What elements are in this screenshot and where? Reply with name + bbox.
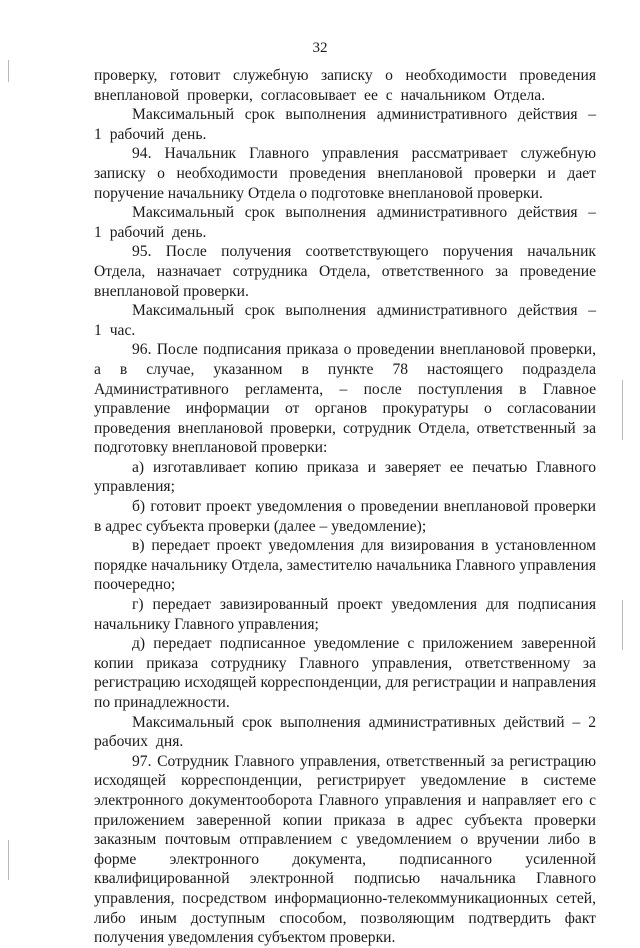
paragraph-96-b: б) готовит проект уведомления о проведении внеплановой проверки в адрес субъекта проверки (далее – уведомление); <box>94 498 596 535</box>
paragraph-96-g: г) передает завизированный проект уведомления для подписания начальнику Главного управления; <box>94 596 596 633</box>
scan-edge-mark <box>8 60 9 82</box>
paragraph-96-d: д) передает подписанное уведомление с приложением заверенной копии приказа сотруднику Главного управления, ответственному за регистрацию исходящей корреспонденции, для регистрации и направления по принадлежности. <box>94 635 596 711</box>
paragraph-94: 94. Начальник Главного управления рассматривает служебную записку о необходимости проведения внеплановой проверки и дает поручение начальнику Отдела о подготовке внеплановой проверки. <box>94 145 596 202</box>
paragraph-96-a: а) изготавливает копию приказа и заверяет ее печатью Главного управления; <box>94 458 596 496</box>
scan-edge-mark <box>8 840 9 880</box>
paragraph-deadline-2: Максимальный срок выполнения административного действия – 1 рабочий день. <box>94 204 596 241</box>
scan-edge-mark <box>622 380 623 440</box>
paragraph-deadline-4: Максимальный срок выполнения административных действий – 2 рабочих дня. <box>94 713 597 751</box>
paragraph-96: 96. После подписания приказа о проведении внеплановой проверки, а в случае, указанном в пункте 78 настоящего подраздела Административного регламента, – после поступления в Главное управление информации от органов прокуратуры о согласовании проведения внеплановой проверки, сотрудник Отдела, ответственный за подготовку внеплановой проверки: <box>94 341 596 457</box>
scan-edge-mark <box>622 600 623 650</box>
page-number: 32 <box>312 40 328 56</box>
paragraph-96-v: в) передает проект уведомления для визирования в установленном порядке начальнику Отдела, заместителю начальника Главного управления поочередно; <box>94 537 596 594</box>
document-body <box>94 66 596 948</box>
paragraph-deadline-1: Максимальный срок выполнения административного действия – 1 рабочий день. <box>94 106 596 143</box>
paragraph-continuation: проверку, готовит служебную записку о необходимости проведения внеплановой проверки, согласовывает ее с начальником Отдела. <box>94 67 596 104</box>
paragraph-95: 95. После получения соответствующего поручения начальник Отдела, назначает сотрудника Отдела, ответственного за проведение внеплановой проверки. <box>94 243 596 300</box>
paragraph-deadline-3: Максимальный срок выполнения административного действия – 1 час. <box>94 302 596 339</box>
paragraph-97: 97. Сотрудник Главного управления, ответственный за регистрацию исходящей корреспонденции, регистрирует уведомление в системе электронного документооборота Главного управления и направляет его с приложением заверенной копии приказа в адрес субъекта проверки заказным почтовым отправлением с уведомлением о вручении либо в форме электронного документа, подписанного усиленной квалифицированной электронной подписью начальника Главного управления, посредством информационно-телекоммуникационных сетей, либо иным доступным способом, позволяющим подтвердить факт получения уведомления субъектом проверки. <box>94 752 596 947</box>
